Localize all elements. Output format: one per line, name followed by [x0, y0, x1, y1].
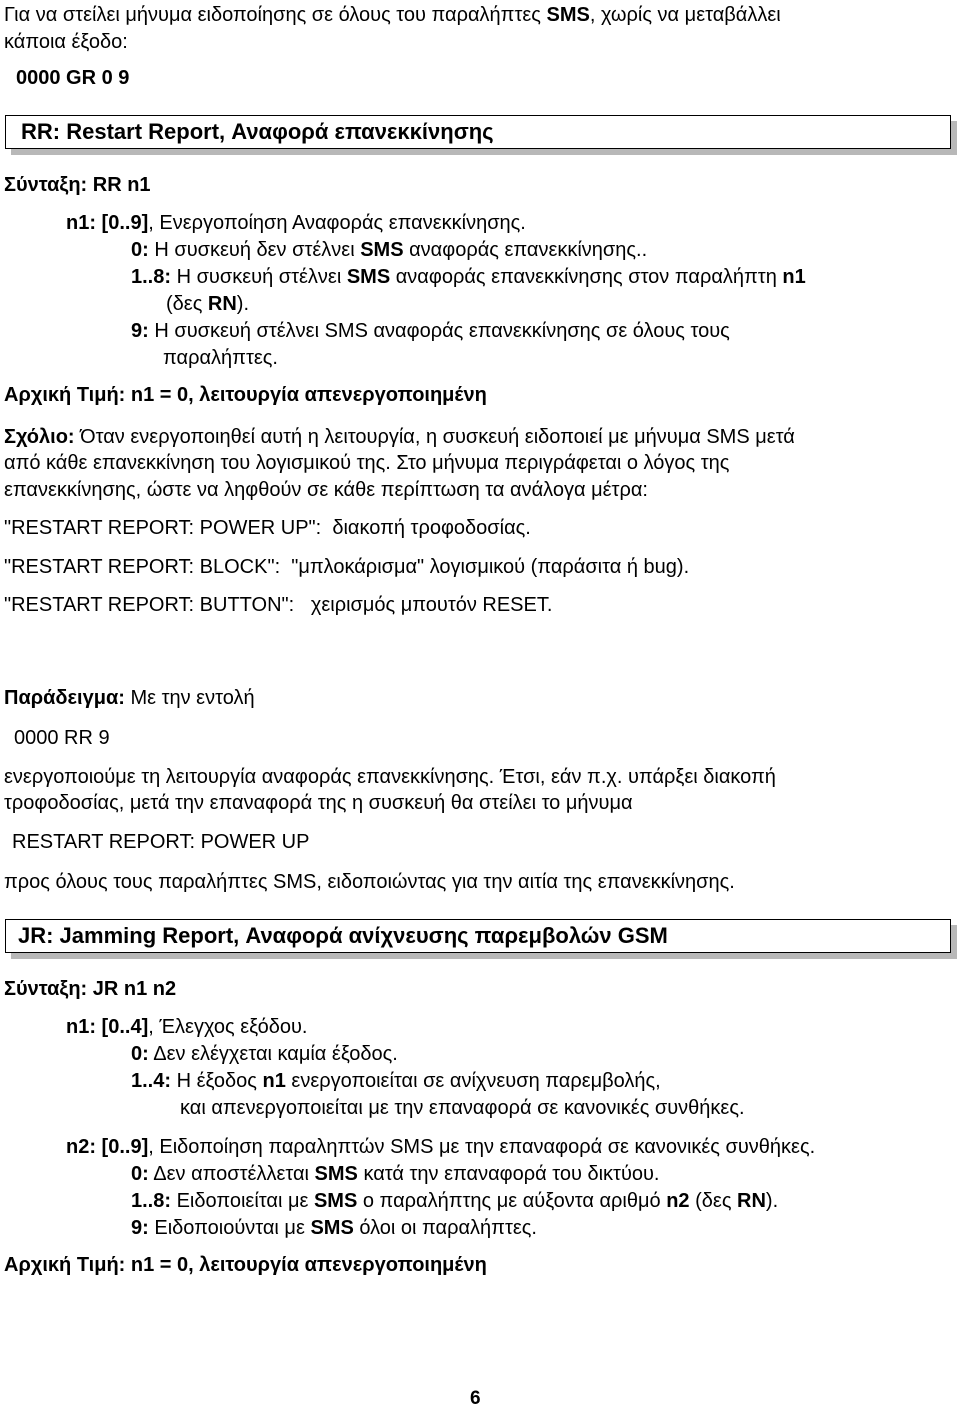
- rr-option-1-8-cont: (δες RN).: [166, 293, 250, 315]
- rr-example-line-3: προς όλους τους παραλήπτες SMS, ειδοποιώντας για την αιτία της επανεκκίνησης.: [4, 871, 735, 893]
- rr-example-line-2: τροφοδοσίας, μετά την επαναφορά της η συσκευή θα στείλει το μήνυμα: [4, 792, 633, 814]
- rr-note-line-1: Σχόλιο: Όταν ενεργοποιηθεί αυτή η λειτουργία, η συσκευή ειδοποιεί με μήνυμα SMS μετά: [4, 426, 795, 448]
- rr-option-0: 0: Η συσκευή δεν στέλνει SMS αναφοράς επανεκκίνησης..: [131, 239, 648, 261]
- jr-initial-value: Αρχική Τιμή: n1 = 0, λειτουργία απενεργοποιημένη: [4, 1254, 487, 1276]
- intro-command: 0000 GR 0 9: [16, 67, 130, 89]
- jr-n2-option-0: 0: Δεν αποστέλλεται SMS κατά την επαναφορά του δικτύου.: [131, 1163, 660, 1185]
- rr-reason-button: "RESTART REPORT: BUTTON": χειρισμός μπουτόν RESET.: [4, 594, 553, 616]
- rr-option-9-cont: παραλήπτες.: [163, 347, 278, 369]
- rr-option-9: 9: Η συσκευή στέλνει SMS αναφοράς επανεκκίνησης σε όλους τους: [131, 320, 730, 342]
- jr-n1-line: n1: [0..4], Έλεγχος εξόδου.: [66, 1016, 308, 1038]
- intro-line-2: κάποια έξοδο:: [4, 31, 128, 53]
- jr-n2-option-9: 9: Ειδοποιούνται με SMS όλοι οι παραλήπτες.: [131, 1217, 537, 1239]
- jr-n2-option-1-8: 1..8: Ειδοποιείται με SMS ο παραλήπτης με αύξοντα αριθμό n2 (δες RN).: [131, 1190, 779, 1212]
- jr-syntax: Σύνταξη: JR n1 n2: [4, 978, 177, 1000]
- rr-example-command: 0000 RR 9: [14, 727, 110, 749]
- jr-n1-option-1-4: 1..4: Η έξοδος n1 ενεργοποιείται σε ανίχνευση παρεμβολής,: [131, 1070, 661, 1092]
- rr-option-1-8: 1..8: Η συσκευή στέλνει SMS αναφοράς επανεκκίνησης στον παραλήπτη n1: [131, 266, 806, 288]
- rr-note-line-3: επανεκκίνησης, ώστε να ληφθούν σε κάθε περίπτωση τα ανάλογα μέτρα:: [4, 479, 648, 501]
- rr-example-heading: Παράδειγμα: Με την εντολή: [4, 687, 255, 709]
- rr-initial-value: Αρχική Τιμή: n1 = 0, λειτουργία απενεργοποιημένη: [4, 384, 487, 406]
- rr-n1-line: n1: [0..9], Ενεργοποίηση Αναφοράς επανεκκίνησης.: [66, 212, 526, 234]
- rr-reason-power-up: "RESTART REPORT: POWER UP": διακοπή τροφοδοσίας.: [4, 517, 531, 539]
- jr-n2-line: n2: [0..9], Ειδοποίηση παραληπτών SMS με την επαναφορά σε κανονικές συνθήκες.: [66, 1136, 816, 1158]
- rr-example-message: RESTART REPORT: POWER UP: [12, 831, 310, 853]
- jr-section-title: JR: Jamming Report, Αναφορά ανίχνευσης παρεμβολών GSM: [18, 923, 668, 948]
- rr-syntax: Σύνταξη: RR n1: [4, 174, 151, 196]
- rr-section-title: RR: Restart Report, Αναφορά επανεκκίνησης: [21, 119, 494, 144]
- jr-n1-option-0: 0: Δεν ελέγχεται καμία έξοδος.: [131, 1043, 398, 1065]
- page-number: 6: [470, 1388, 481, 1409]
- rr-note-line-2: από κάθε επανεκκίνηση του λογισμικού της. Στο μήνυμα περιγράφεται ο λόγος της: [4, 452, 730, 474]
- intro-line-1: Για να στείλει μήνυμα ειδοποίησης σε όλους του παραλήπτες SMS, χωρίς να μεταβάλλει: [4, 4, 781, 26]
- rr-reason-block: "RESTART REPORT: BLOCK": "μπλοκάρισμα" λογισμικού (παράσιτα ή bug).: [4, 556, 690, 578]
- rr-example-line-1: ενεργοποιούμε τη λειτουργία αναφοράς επανεκκίνησης. Έτσι, εάν π.χ. υπάρξει διακοπή: [4, 766, 776, 788]
- jr-n1-option-1-4-cont: και απενεργοποιείται με την επαναφορά σε κανονικές συνθήκες.: [180, 1097, 745, 1119]
